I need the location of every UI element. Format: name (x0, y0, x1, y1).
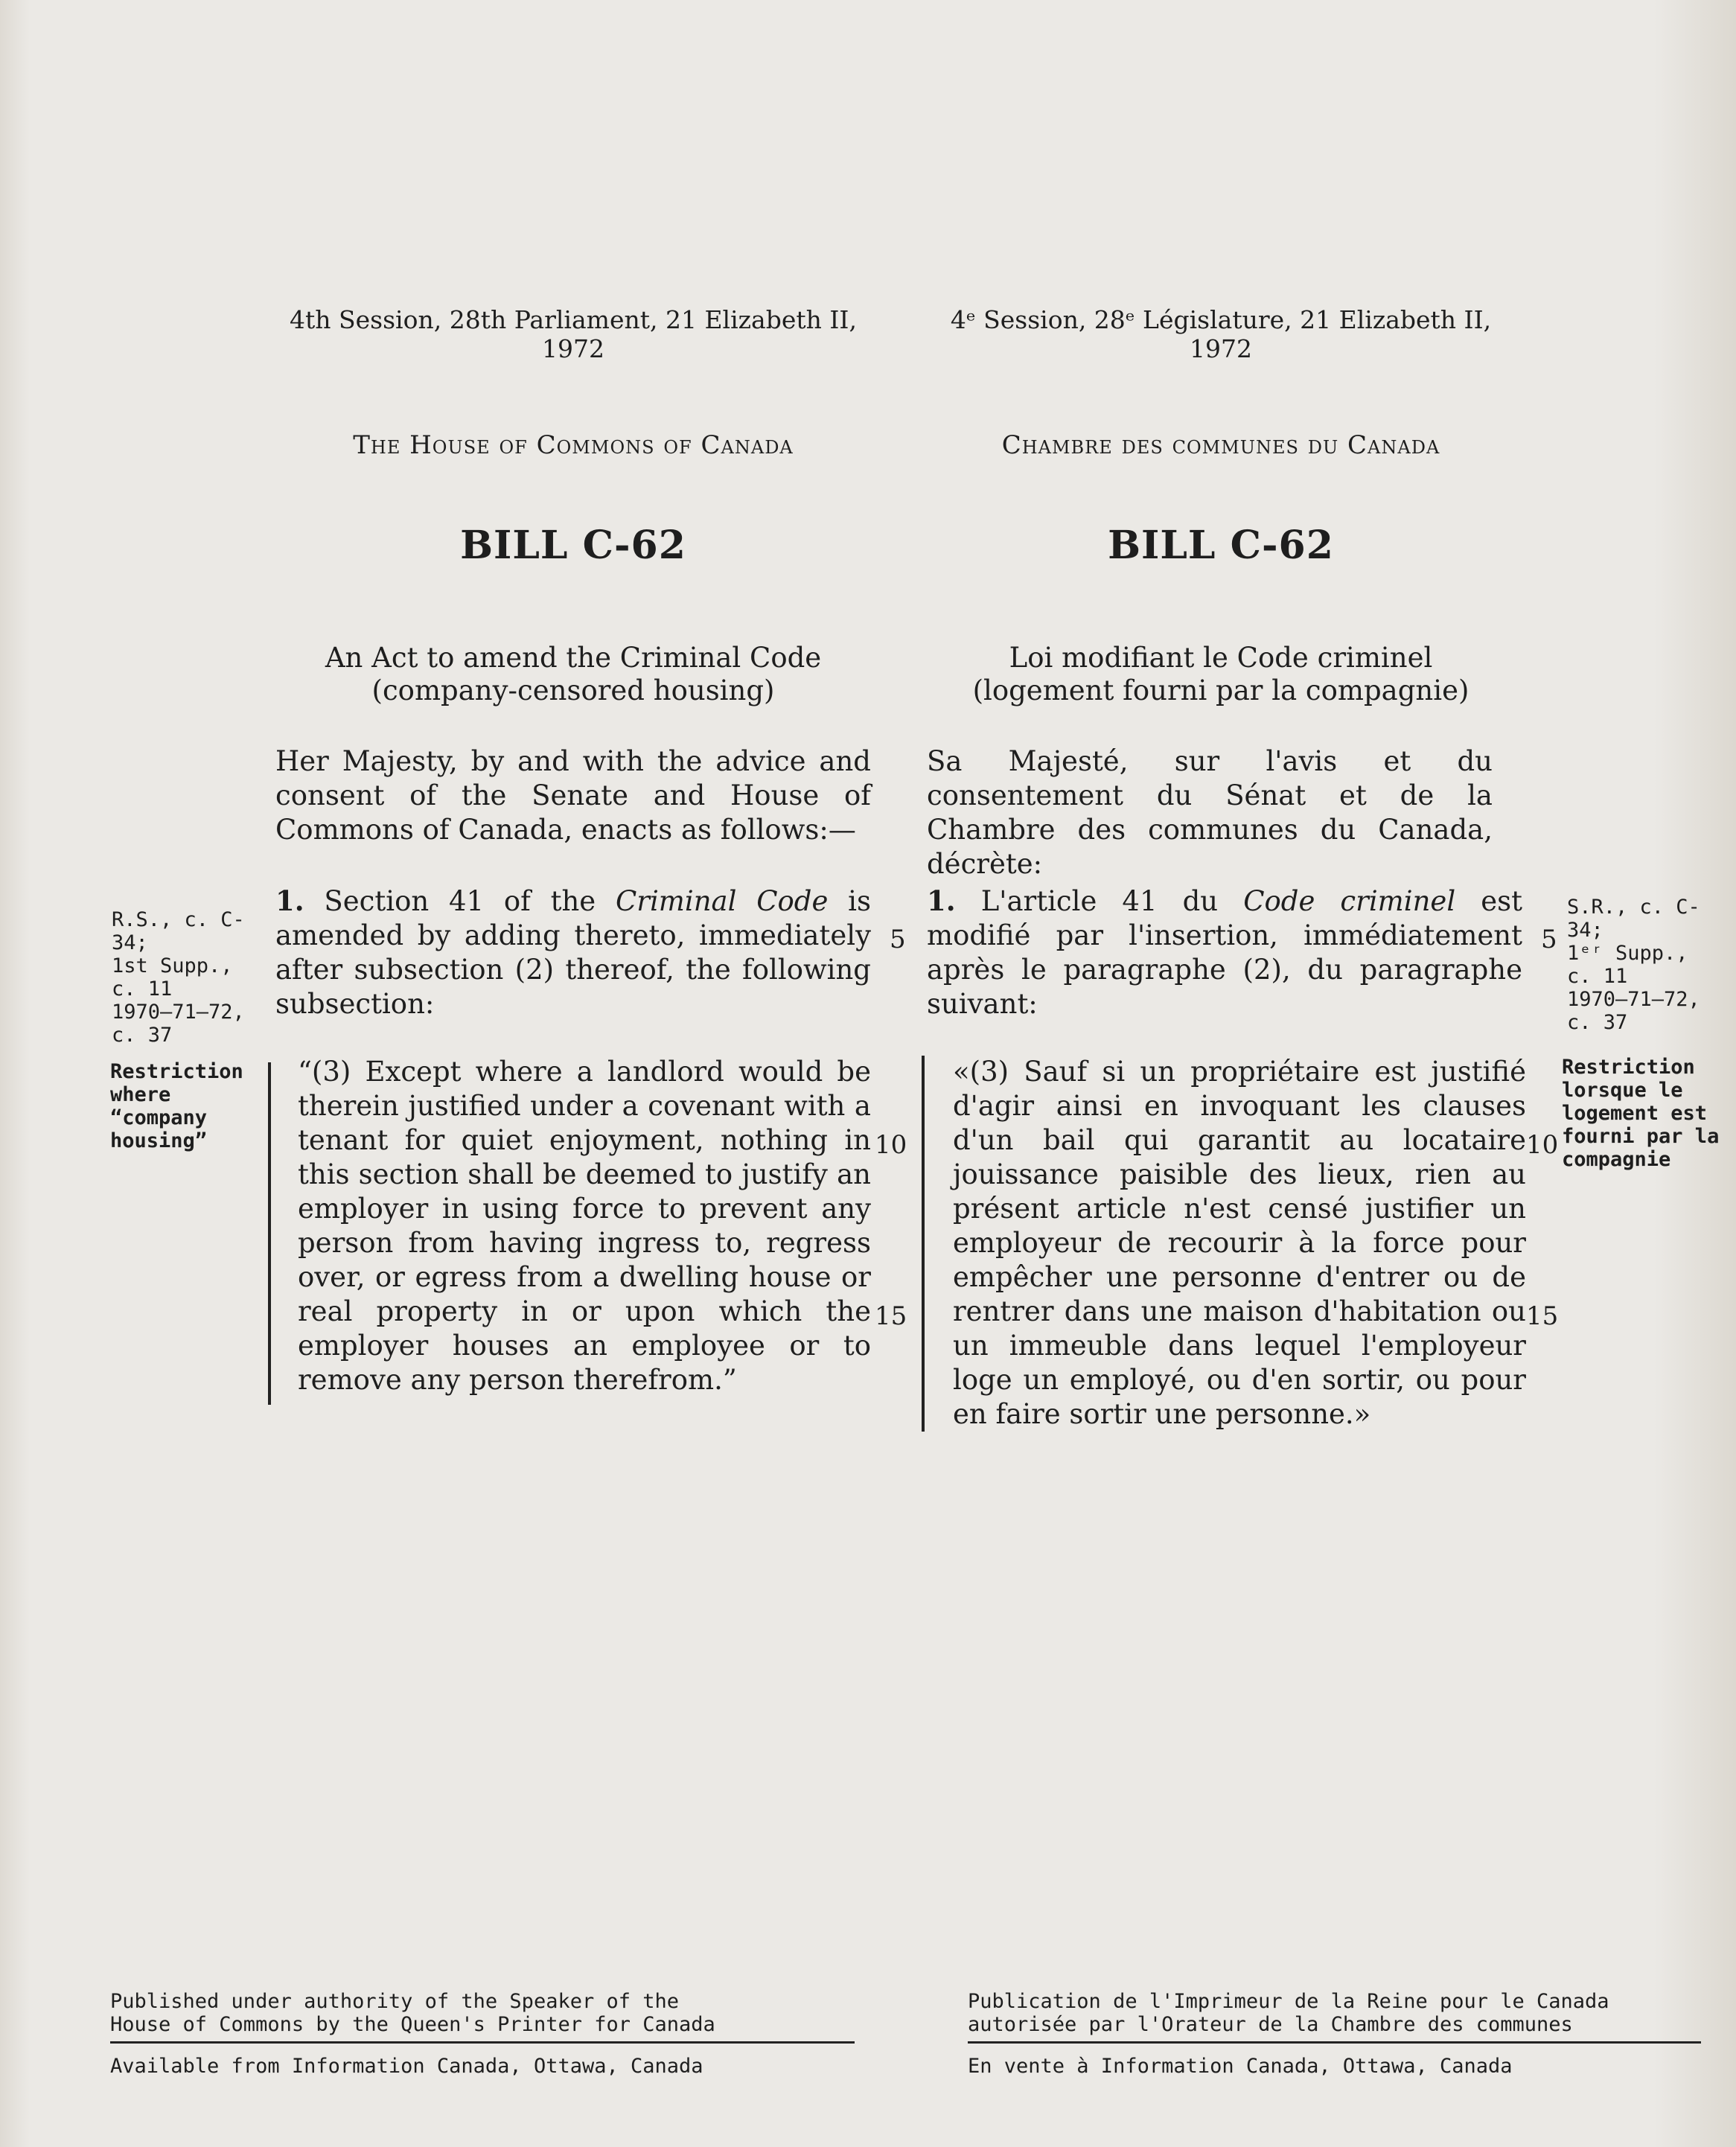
en-line-number: 10 (875, 1130, 907, 1160)
en-house-title: The House of Commons of Canada (353, 430, 794, 460)
fr-footer-published: Publication de l'Imprimeur de la Reine pour le Canada autorisée par l'Orateur de la Chambre des communes (968, 1990, 1609, 2036)
en-section-1: 1. Section 41 of the Criminal Code is amended by adding thereto, immediately after subsection (2) thereof, the following subsection: (275, 884, 871, 1020)
en-footer-rule (110, 2041, 855, 2044)
en-section-number: 1. (275, 884, 304, 917)
en-act-title: An Act to amend the Criminal Code (company-censored housing) (325, 642, 822, 706)
fr-line-number: 15 (1526, 1301, 1559, 1331)
fr-section-number: 1. (927, 884, 956, 917)
fr-amendment-bar (922, 1056, 925, 1432)
en-footer-available: Available from Information Canada, Ottawa, Canada (110, 2055, 703, 2078)
fr-section-1: 1. L'article 41 du Code criminel est modifié par l'insertion, immédiatement après le paragraphe (2), du paragraphe suivant: (927, 884, 1522, 1020)
fr-enacting-clause: Sa Majesté, sur l'avis et du consentement du Sénat et de la Chambre des communes du Canada, décrète: (927, 745, 1493, 880)
fr-act-title: Loi modifiant le Code criminel (logement fourni par la compagnie) (972, 642, 1469, 706)
fr-footer-rule (968, 2041, 1701, 2044)
fr-house-title: Chambre des communes du Canada (1001, 430, 1440, 460)
fr-bill-number: BILL C-62 (1108, 523, 1334, 568)
en-amendment-bar (268, 1062, 271, 1405)
fr-line-number: 5 (1541, 925, 1557, 954)
fr-footer-available: En vente à Information Canada, Ottawa, Canada (968, 2055, 1513, 2078)
en-margin-reference: R.S., c. C-34; 1st Supp., c. 11 1970–71–72, c. 37 (112, 908, 245, 1047)
fr-subsection-3: «(3) Sauf si un propriétaire est justifié d'agir ainsi en invoquant les clauses d'un bail qui garantit au locataire jouissance paisible des lieux, rien au présent article n'est censé justifier un employeur de recourir à la force pour empêcher une personne d'entrer ou de rentrer dans une maison d'habitation ou un immeuble dans lequel l'employeur loge un employé, ou d'en sortir, ou pour en faire sortir une personne.» (953, 1056, 1526, 1430)
en-code-name: Criminal Code (615, 885, 829, 917)
fr-margin-reference: S.R., c. C-34; 1ᵉʳ Supp., c. 11 1970–71–72, c. 37 (1567, 896, 1700, 1034)
en-margin-heading: Restriction where “company housing” (110, 1060, 243, 1152)
en-enacting-clause: Her Majesty, by and with the advice and consent of the Senate and House of Commons of Canada, enacts as follows:— (275, 745, 871, 846)
en-line-number: 5 (890, 925, 906, 954)
fr-margin-heading: Restriction lorsque le logement est fourni par la compagnie (1562, 1056, 1720, 1171)
en-line-number: 15 (875, 1301, 907, 1331)
en-subsection-3: “(3) Except where a landlord would be therein justified under a covenant with a tenant for quiet enjoyment, nothing in this section shall be deemed to justify an employer in using force to prevent any person from having ingress to, regress over, or egress from a dwelling house or real property in or upon which the employer houses an employee or to remove any person therefrom.” (298, 1056, 871, 1396)
en-bill-number: BILL C-62 (460, 523, 686, 568)
fr-line-number: 10 (1526, 1130, 1559, 1160)
en-session: 4th Session, 28th Parliament, 21 Elizabeth II, 1972 (290, 305, 857, 363)
fr-code-name: Code criminel (1243, 885, 1456, 917)
en-footer-published: Published under authority of the Speaker of the House of Commons by the Queen's Printer for Canada (110, 1990, 715, 2036)
fr-session: 4ᵉ Session, 28ᵉ Législature, 21 Elizabeth II, 1972 (950, 305, 1492, 363)
page-left-edge (0, 0, 30, 2147)
